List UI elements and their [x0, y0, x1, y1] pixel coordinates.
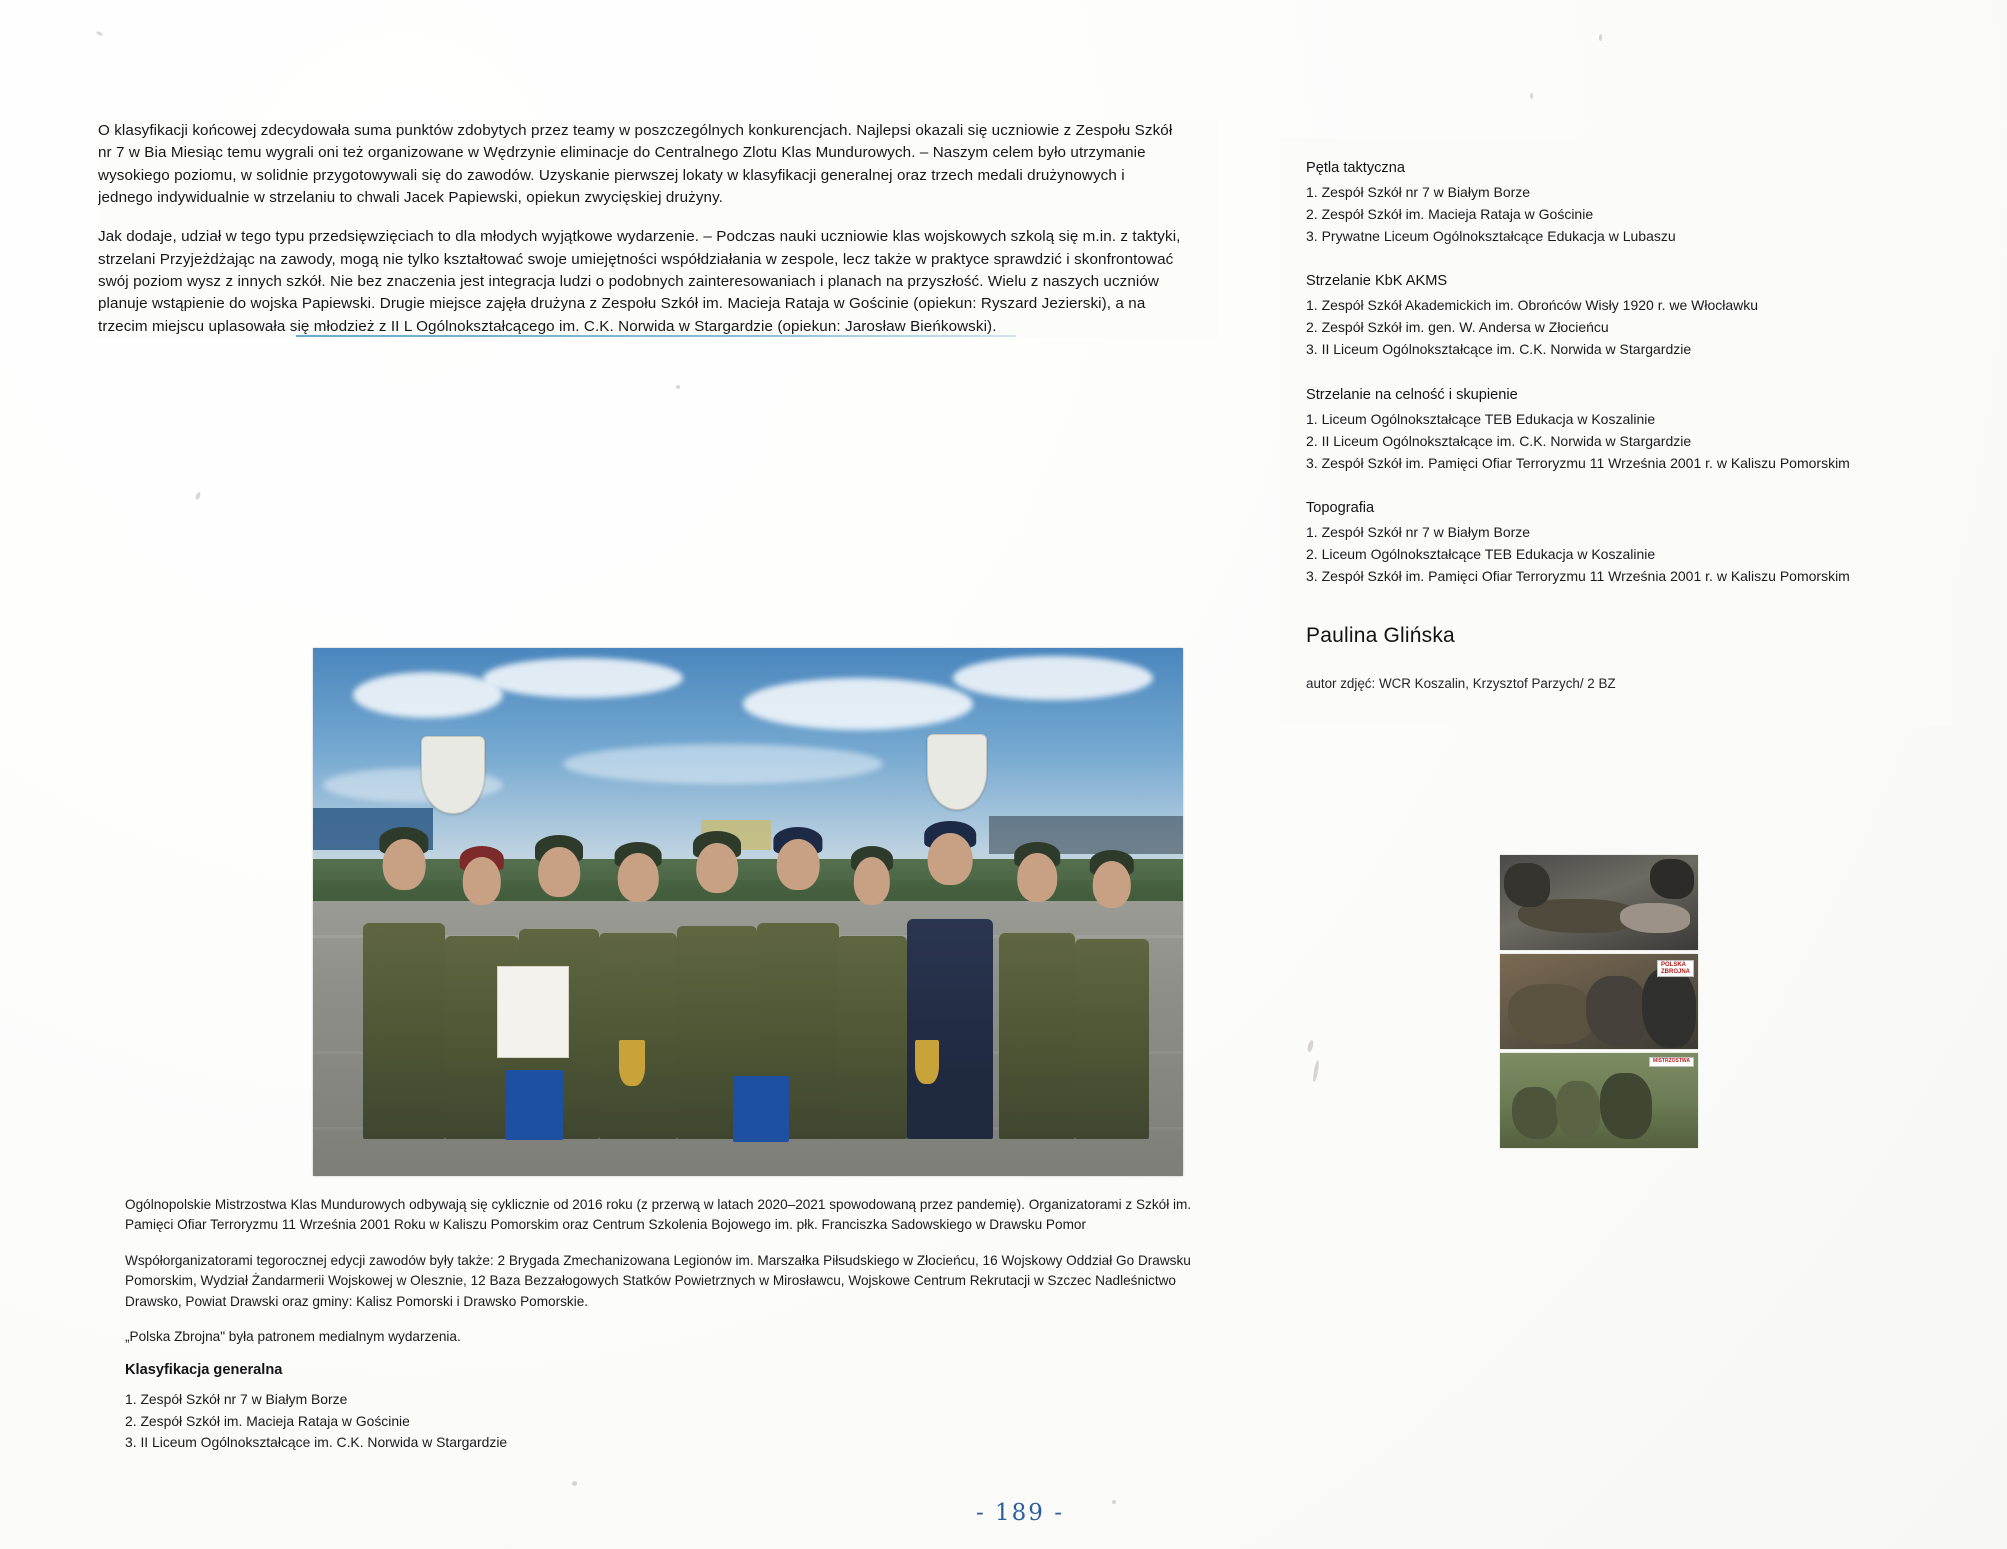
cloud: [483, 658, 683, 698]
category-title: Strzelanie KbK AKMS: [1306, 273, 1448, 290]
head: [1093, 861, 1131, 908]
uniform: [837, 936, 907, 1139]
list-item: 3. II Liceum Ogólnokształcące im. C.K. Norwida w Stargardzie: [125, 1434, 508, 1451]
uniform: [363, 923, 445, 1139]
article-text-block: [98, 120, 1218, 355]
person-in-photo: [907, 833, 993, 1139]
category-results-panel: [1280, 138, 1952, 725]
category-list: [1306, 522, 1926, 587]
photo-strip: [1500, 855, 1698, 1152]
photo-shape: [1508, 984, 1594, 1044]
photo-shape: [1512, 1087, 1558, 1139]
field-training-photo: [1500, 1053, 1698, 1148]
head: [383, 839, 426, 890]
category-block-akms-shooting: [1306, 273, 1926, 360]
magazine-logo-badge: POLSKA ZBROJNA: [1657, 960, 1694, 977]
scan-speck: [1599, 34, 1602, 41]
trophy: [619, 1040, 645, 1086]
list-item: 1. Liceum Ogólnokształcące TEB Edukacja w Koszalinie: [1306, 410, 1656, 427]
list-item: 2. Zespół Szkół im. Macieja Rataja w Gościnie: [1306, 205, 1594, 222]
shooting-range-prone-photo: [1500, 855, 1698, 950]
person-in-photo: [999, 853, 1075, 1139]
caption-paragraph-1: Ogólnopolskie Mistrzostwa Klas Mundurowych odbywają się cyklicznie od 2016 roku (z przerwą w latach 2020–2021 spowodowaną przez pandemię). Organizatorami z Szkół im. Pamięci Ofiar Terroryzmu 11 Września 2001 Roku w Kaliszu Pomorskim oraz Centrum Szkolenia Bojowego im. płk. Franciszka Sadowskiego w Drawsku Pomor: [125, 1197, 1192, 1233]
page-number: - 189 -: [975, 1500, 1065, 1526]
photo-shape: [1556, 1081, 1600, 1139]
gift-bag: [505, 1070, 563, 1140]
article-paragraph-2: Jak dodaje, udział w tego typu przedsięwzięciach to dla młodych wyjątkowe wydarzenie. – Podczas nauki uczniowie klas wojskowych szkolą się m.in. z taktyki, strzelani Przyjeżdżając na zawody, mogą nie tylko kształtować swoje umiejętności współdziałania w zespole, lecz także w praktyce sprawdzić i skonfrontować swój poziom wysz z innych szkół. Nie bez znaczenia jest integracja ludzi o podobnych zainteresowaniach i planach na przyszłość. Wielu z naszych uczniów planuje wstąpienie do wojska Papiewski. Drugie miejsce zajęła drużyna z Zespołu Szkół im. Macieja Rataja w Gościnie (opiekun: Ryszard Jezierski), a na trzecim miejscu uplasowała się młodzież z II L Ogólnokształcącego im. C.K. Norwida w Stargardzie (opiekun: Jarosław Bieńkowski).: [98, 228, 1181, 335]
list-item: 2. Zespół Szkół im. Macieja Rataja w Gościnie: [125, 1412, 410, 1429]
list-item: 2. Zespół Szkół im. gen. W. Andersa w Złocieńcu: [1306, 319, 1609, 336]
list-item: 2. II Liceum Ogólnokształcące im. C.K. Norwida w Stargardzie: [1306, 432, 1692, 449]
head: [1017, 853, 1057, 902]
gift-bag: [733, 1076, 789, 1142]
head: [777, 839, 820, 890]
cloud: [743, 678, 973, 730]
head: [538, 847, 580, 897]
photo-shape: [1642, 968, 1696, 1048]
uniform: [1075, 939, 1149, 1139]
head: [618, 853, 659, 902]
cloud: [953, 656, 1153, 700]
scan-speck: [1112, 1500, 1116, 1504]
list-item: 3. Zespół Szkół im. Pamięci Ofiar Terroryzmu 11 Września 2001 r. w Kaliszu Pomorskim: [1306, 568, 1850, 585]
person-in-photo: [599, 853, 677, 1139]
author-name: Paulina Glińska: [1306, 623, 1455, 647]
photo-shape: [1620, 903, 1690, 933]
person-in-photo: [363, 839, 445, 1139]
uniform: [599, 933, 677, 1139]
list-item: 2. Liceum Ogólnokształcące TEB Edukacja w Koszalinie: [1306, 546, 1656, 563]
category-block-tactical-loop: [1306, 160, 1926, 247]
list-item: 3. II Liceum Ogólnokształcące im. C.K. Norwida w Stargardzie: [1306, 341, 1692, 358]
head: [854, 857, 890, 905]
uniform: [907, 919, 993, 1139]
photo-shape: [1504, 863, 1550, 907]
category-title: Topografia: [1306, 500, 1375, 517]
list-item: 3. Zespół Szkół im. Pamięci Ofiar Terroryzmu 11 Września 2001 r. w Kaliszu Pomorskim: [1306, 454, 1850, 471]
general-classification-list: [125, 1389, 1210, 1454]
category-list: [1306, 182, 1926, 247]
scan-speck: [676, 385, 680, 389]
trophy: [915, 1040, 939, 1084]
list-item: 1. Zespół Szkół nr 7 w Białym Borze: [1306, 184, 1531, 200]
shooting-instruction-photo: [1500, 954, 1698, 1049]
photo-shape: [1586, 976, 1648, 1046]
caption-paragraph-2: Współorganizatorami tegorocznej edycji zawodów były także: 2 Brygada Zmechanizowana Legionów im. Marszałka Piłsudskiego w Złocieńcu, 16 Wojskowy Oddział Go Drawsku Pomorskim, Wydział Żandarmerii Wojskowej w Olesznie, 12 Baza Bezzałogowych Statków Powietrznych w Mirosławcu, Wojskowe Centrum Rekrutacji w Szczec Nadleśnictwo Drawsko, Powiat Drawski oraz gminy: Kalisz Pomorski i Drawsko Pomorskie.: [125, 1252, 1191, 1309]
list-item: 1. Zespół Szkół nr 7 w Białym Borze: [125, 1391, 348, 1408]
photo-credit: autor zdjęć: WCR Koszalin, Krzysztof Parzych/ 2 BZ: [1306, 675, 1616, 691]
category-title: Strzelanie na celność i skupienie: [1306, 386, 1518, 403]
event-logo-badge: MISTRZOSTWA: [1649, 1057, 1694, 1067]
person-in-photo: [1075, 861, 1149, 1139]
category-list: [1306, 409, 1926, 474]
list-item: 1. Zespół Szkół Akademickich im. Obrońców Wisły 1920 r. we Włocławku: [1306, 297, 1759, 314]
person-in-photo: [837, 857, 907, 1139]
photo-shape: [1650, 859, 1694, 899]
general-classification-heading: Klasyfikacja generalna: [125, 1362, 283, 1379]
list-item: 1. Zespół Szkół nr 7 w Białym Borze: [1306, 524, 1531, 541]
unit-shield-left: [421, 736, 485, 814]
unit-shield-right: [927, 734, 987, 810]
article-paragraph-1: O klasyfikacji końcowej zdecydowała suma punktów zdobytych przez teamy w poszczególnych konkurencjach. Najlepsi okazali się uczniowie z Zespołu Szkół nr 7 w Bia Miesiąc temu wygrali oni też organizowane w Wędrzynie eliminacje do Centralnego Zlotu Klas Mundurowych. – Naszym celem było utrzymanie wysokiego poziomu, w solidnie przygotowywali się do zawodów. Uzyskanie pierwszej lokaty w klasyfikacji generalnej oraz trzech medali drużynowych i jednego indywidualnie w strzelaniu to chwali Jacek Papiewski, opiekun zwycięskiej drużyny.: [98, 122, 1173, 207]
category-block-precision-shooting: [1306, 387, 1926, 474]
main-event-photo: [313, 648, 1183, 1176]
uniform: [999, 933, 1075, 1139]
scan-speck: [572, 1481, 577, 1486]
caption-and-results: [125, 1195, 1210, 1454]
cloud: [563, 744, 883, 784]
head: [928, 833, 973, 885]
category-title: Pętla taktyczna: [1306, 160, 1405, 176]
category-block-topography: [1306, 500, 1926, 587]
head: [696, 843, 738, 893]
caption-paragraph-3: „Polska Zbrojna" była patronem medialnym wydarzenia.: [125, 1328, 461, 1344]
scan-speck: [1530, 93, 1533, 99]
head: [463, 857, 501, 905]
list-item: 3. Prywatne Liceum Ogólnokształcące Edukacja w Lubaszu: [1306, 227, 1676, 244]
cloud: [353, 672, 503, 718]
decorative-rule: [296, 335, 1016, 337]
photo-shape: [1600, 1073, 1652, 1139]
certificate: [497, 966, 569, 1058]
category-list: [1306, 295, 1926, 360]
